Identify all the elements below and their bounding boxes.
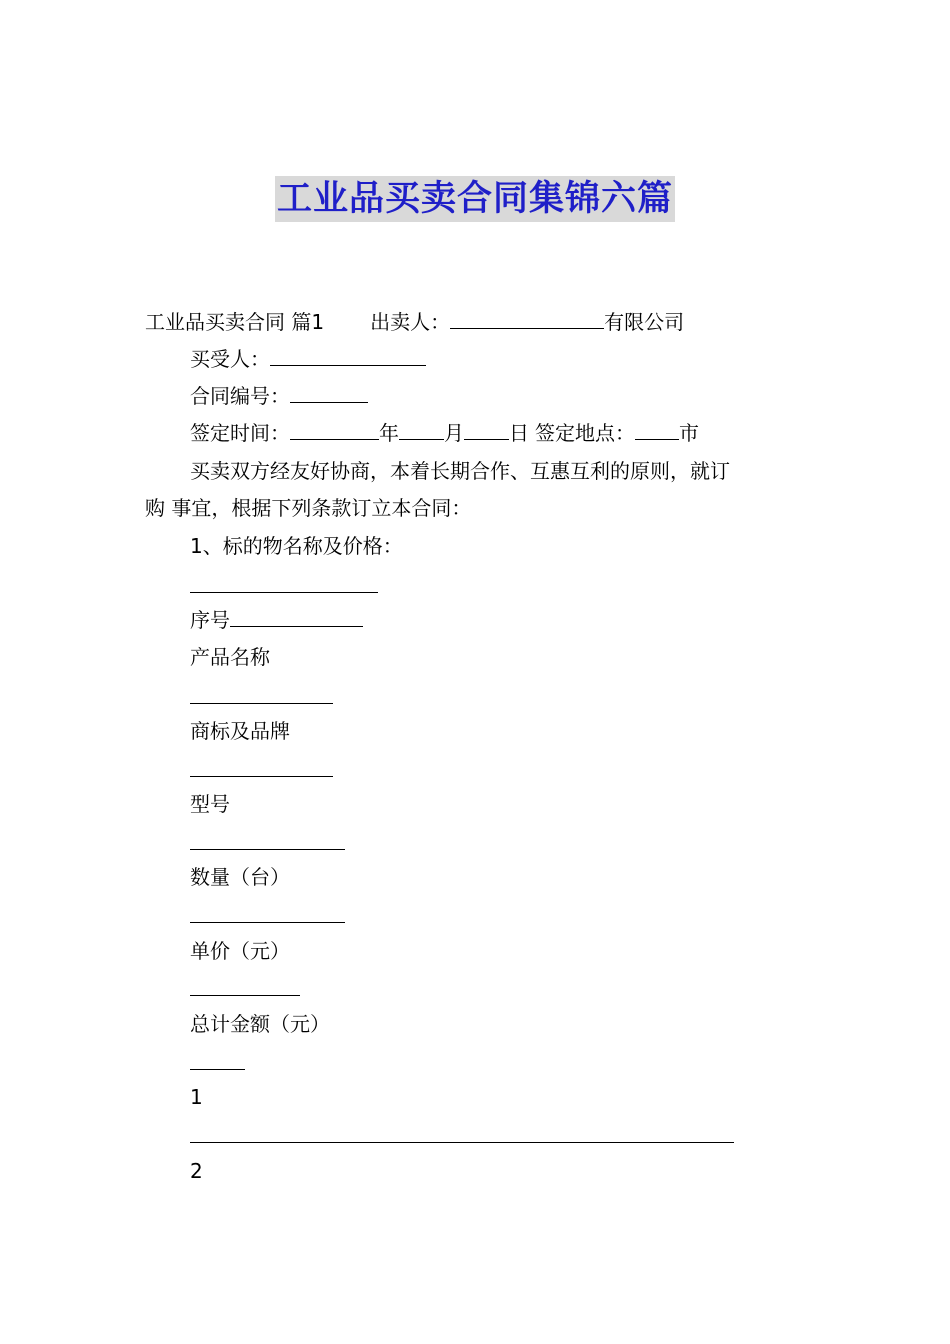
col-price-label: 单价（元） [190,939,290,963]
col-price-blank [190,995,300,996]
col-no-label: 序号 [190,608,230,632]
day-label: 日 [509,421,529,445]
section-1-heading: 1、标的物名称及价格： [190,534,403,558]
year-label: 年 [379,421,399,445]
col-model-blank [190,849,345,850]
buyer-blank [270,345,426,366]
place-blank [635,419,679,440]
col-no-line [190,606,363,634]
col-qty-blank [190,922,345,923]
sign-time-line [190,419,699,447]
sign-place-label: 签定地点： [535,421,635,445]
col-product-label: 产品名称 [190,645,270,669]
col-total-blank [190,1069,245,1070]
intro-line-1: 买卖双方经友好协商，本着长期合作、互惠互利的原则，就订 [190,459,730,483]
heading-line [145,308,684,336]
col-brand-label: 商标及品牌 [190,719,290,743]
title-container [0,176,950,222]
row-1-number: 1 [190,1085,203,1109]
document-title: 工业品买卖合同集锦六篇 [275,176,675,222]
contract-no-blank [290,382,368,403]
row-1-line [190,1142,734,1143]
seller-blank [450,308,604,329]
month-label: 月 [444,421,464,445]
day-blank [464,419,509,440]
col-no-blank [230,606,363,627]
year-blank [290,419,379,440]
row-2-number: 2 [190,1159,203,1183]
buyer-line [190,345,426,373]
contract-heading: 工业品买卖合同 篇1 [145,310,325,334]
col-brand-blank [190,776,333,777]
contract-no-label: 合同编号： [190,384,290,408]
month-blank [399,419,444,440]
col-total-label: 总计金额（元） [190,1012,330,1036]
sign-time-label: 签定时间： [190,421,290,445]
intro-line-2: 购 事宜，根据下列条款订立本合同： [145,496,472,520]
col-qty-label: 数量（台） [190,865,290,889]
seller-suffix: 有限公司 [604,310,685,334]
city-label: 市 [679,421,699,445]
col-product-blank [190,703,333,704]
separator-line [190,592,378,593]
col-model-label: 型号 [190,792,230,816]
buyer-label: 买受人： [190,347,270,371]
contract-no-line [190,382,368,410]
seller-label: 出卖人： [370,310,451,334]
